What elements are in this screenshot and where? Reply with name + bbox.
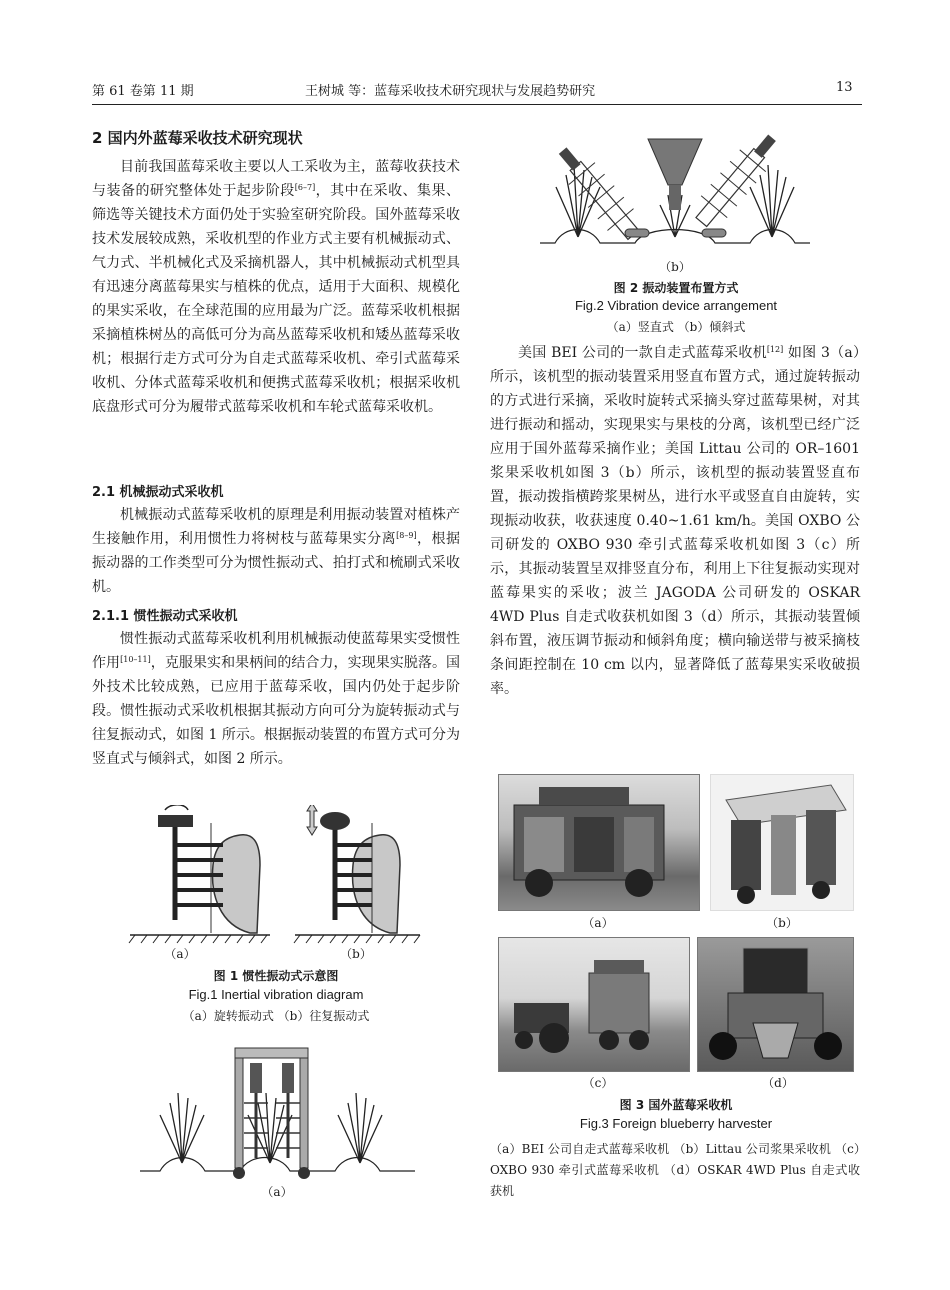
figure-1-drawing bbox=[125, 805, 425, 945]
fig1-label-a: （a） bbox=[164, 947, 196, 961]
citation[interactable]: [10–11] bbox=[120, 655, 151, 664]
figure-2b-drawing bbox=[540, 125, 810, 255]
paragraph-3 bbox=[92, 627, 460, 771]
paragraph-2 bbox=[92, 503, 460, 599]
p2-text-rest: ，根据振动器的工作类型可分为惯性振动式、拍打式和梳刷式采收机。 bbox=[92, 531, 461, 595]
subsection-2-1-1: 2.1.1 惯性振动式采收机 bbox=[92, 609, 238, 624]
fig1-caption-zh: 图 1 惯性振动式示意图 bbox=[213, 969, 339, 983]
fig2-label-a: （a） bbox=[261, 1185, 293, 1199]
oxbo-harvester-photo bbox=[498, 937, 690, 1072]
header-rule bbox=[92, 104, 862, 105]
fig2-subcaption: （a）竖直式 （b）倾斜式 bbox=[606, 320, 746, 334]
p2-text: 机械振动式蓝莓采收机的原理是利用振动装置对植株产生接触作用，利用惯性力将树枝与蓝莓果实分离 bbox=[92, 507, 460, 547]
fig1-caption-en: Fig.1 Inertial vibration diagram bbox=[188, 987, 364, 1002]
p1-text-rest: ，其中在采收、集果、筛选等关键技术方面仍处于实验室研究阶段。国外蓝莓采收技术发展较成熟，采收机型的作业方式主要有机械振动式、气力式、半机械化式及采摘机器人，其中机械振动式机型具有迅速分离蓝莓果实与植株的优点，适用于大面积、规模化的果实采收，在全球范围的应用最为广泛。蓝莓采收机根据采摘植株树丛的高低可分为高丛蓝莓采收机和矮丛蓝莓采收机；根据行走方式可分为自走式蓝莓采收机、牵引式蓝莓采收机、分体式蓝莓采收机和便携式蓝莓采收机；根据采收机底盘形式可分为履带式蓝莓采收机和车轮式蓝莓采收机。 bbox=[92, 183, 461, 415]
page-number: 13 bbox=[836, 80, 853, 95]
citation[interactable]: [6–7] bbox=[294, 183, 316, 192]
fig1-subcaption: （a）旋转振动式 （b）往复振动式 bbox=[182, 1009, 370, 1023]
running-title: 王树城 等：蓝莓采收技术研究现状与发展趋势研究 bbox=[305, 84, 596, 99]
fig2-caption-zh: 图 2 振动装置布置方式 bbox=[613, 281, 739, 295]
p1-text: 目前我国蓝莓采收主要以人工采收为主，蓝莓收获技术与装备的研究整体处于起步阶段 bbox=[92, 159, 460, 199]
p4-text: 美国 BEI 公司的一款自走式蓝莓采收机 bbox=[518, 345, 767, 361]
figure-2a-drawing bbox=[140, 1043, 415, 1183]
section-title: 2 国内外蓝莓采收技术研究现状 bbox=[92, 129, 303, 147]
rotary-vibrator-diagram bbox=[129, 805, 270, 943]
fig2-label-b: （b） bbox=[659, 260, 691, 274]
p4-text-rest: 如图 3（a）所示，该机型的振动装置采用竖直布置方式，通过旋转振动的方式进行采摘，采收时旋转式采摘头穿过蓝莓果树，对其进行振动和摇动，实现果实与果枝的分离，该机型已经广泛应用于国外蓝莓采摘作业；美国 Littau 公司的 OR–1601 浆果采收机如图 3（b）所示，该机型的振动装置竖直布置，振动拨指横跨浆果树丛，进行水平或竖直自由旋转，实现振动收获，收获速度 0.40~1.61 km/h。美国 OXBO 公司研发的 OXBO 930 牵引式蓝莓采收机如图 3（c）所示，其振动装置呈双排竖直分布，利用上下往复振动实现对蓝莓果实的采收；波兰 JAGODA 公司研发的 OSKAR 4WD Plus 自走式收获机如图 3（d）所示，其振动装置倾斜布置，液压调节振动和倾斜角度；横向输送带与被采摘枝条间距控制在 10 cm 以内，显著降低了蓝莓果实采收破损率。 bbox=[490, 345, 860, 697]
subsection-2-1: 2.1 机械振动式采收机 bbox=[92, 485, 224, 500]
littau-harvester-photo bbox=[710, 774, 854, 911]
paragraph-4 bbox=[490, 341, 860, 701]
citation[interactable]: [8–9] bbox=[396, 531, 417, 540]
bei-harvester-photo bbox=[498, 774, 700, 911]
fig3-caption-zh: 图 3 国外蓝莓采收机 bbox=[619, 1098, 733, 1112]
reciprocating-vibrator-diagram bbox=[294, 805, 420, 943]
citation[interactable]: [12] bbox=[766, 345, 784, 354]
fig3-label-b: （b） bbox=[766, 916, 798, 930]
journal-issue: 第 61 卷第 11 期 bbox=[92, 84, 194, 99]
p3-text-rest: ，克服果实和果柄间的结合力，实现果实脱落。国外技术比较成熟，已应用于蓝莓采收，国内仍处于起步阶段。惯性振动式采收机根据其振动方向可分为旋转振动式与往复振动式，如图 1 所示。根据振动装置的布置方式可分为竖直式与倾斜式，如图 2 所示。 bbox=[92, 655, 461, 767]
fig2-caption-en: Fig.2 Vibration device arrangement bbox=[574, 298, 778, 313]
paragraph-1 bbox=[92, 155, 460, 419]
fig3-label-d: （d） bbox=[762, 1076, 794, 1090]
fig3-label-c: （c） bbox=[582, 1076, 614, 1090]
fig1-label-b: （b） bbox=[340, 947, 372, 961]
fig3-subcaption: （a）BEI 公司自走式蓝莓采收机 （b）Littau 公司浆果采收机 （c）OXBO 930 牵引式蓝莓采收机 （d）OSKAR 4WD Plus 自走式收获机 bbox=[490, 1142, 860, 1198]
fig3-caption-en: Fig.3 Foreign blueberry harvester bbox=[579, 1116, 773, 1131]
oskar-harvester-photo bbox=[697, 937, 854, 1072]
p3-text: 惯性振动式蓝莓采收机利用机械振动使蓝莓果实受惯性作用 bbox=[92, 631, 460, 671]
fig3-label-a: （a） bbox=[582, 916, 614, 930]
